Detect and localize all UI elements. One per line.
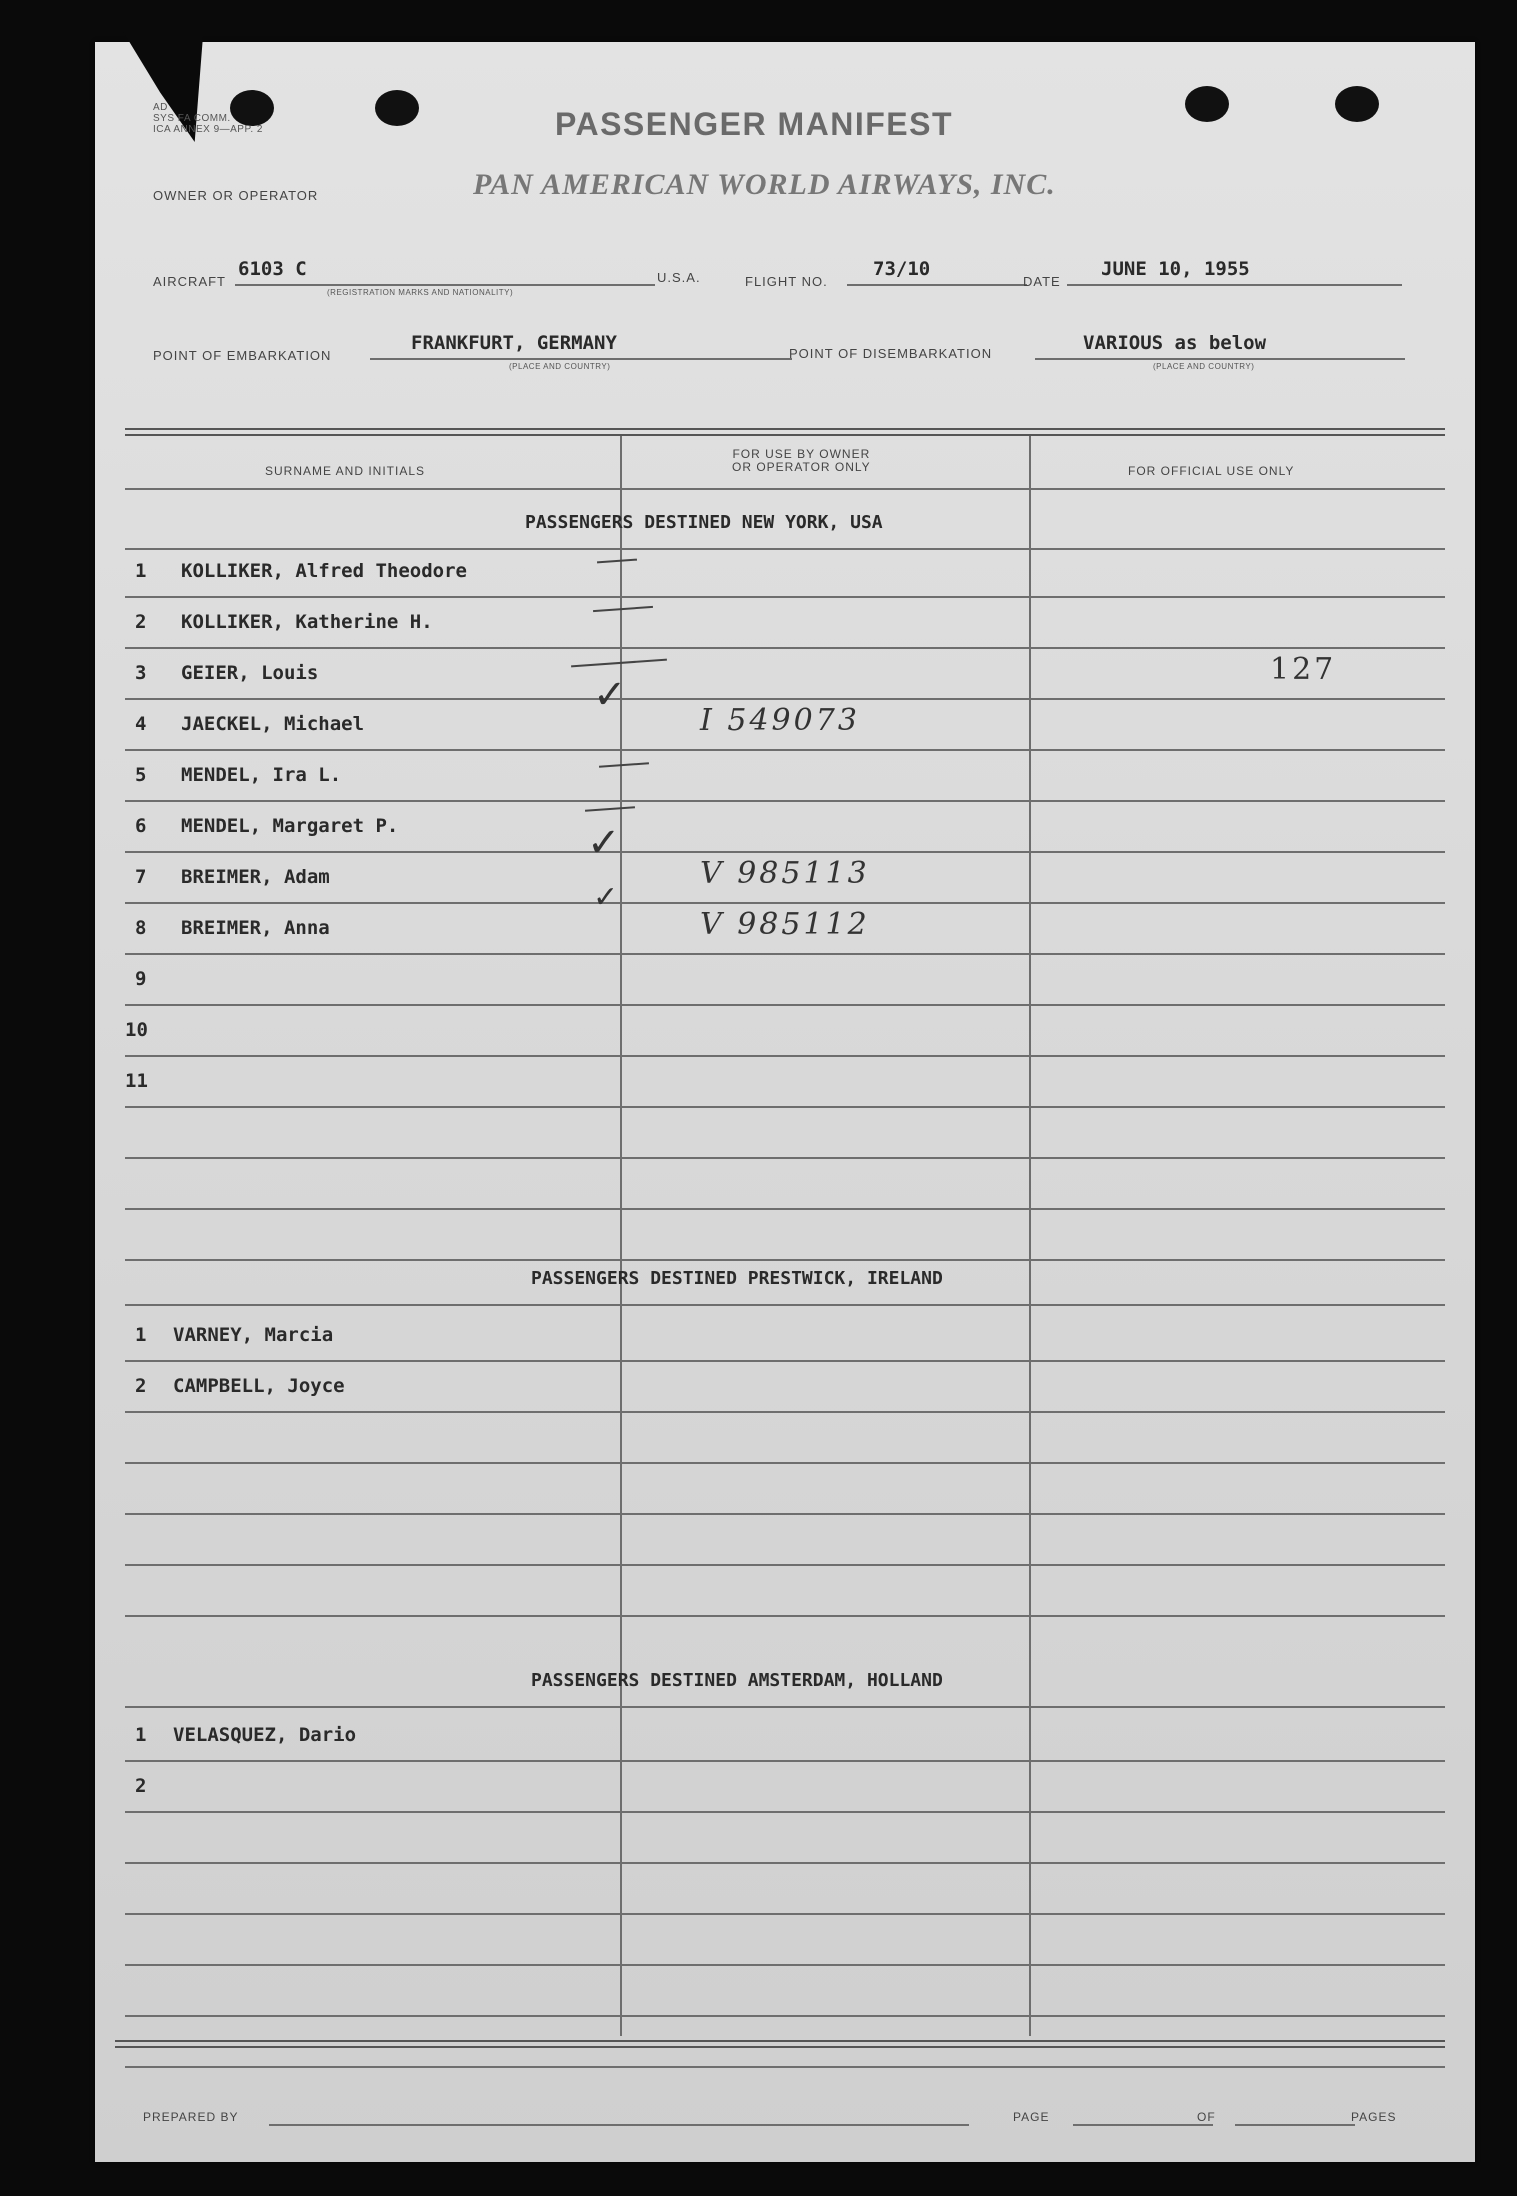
passenger-name: GEIER, Louis <box>181 662 319 684</box>
punch-hole <box>375 90 419 126</box>
row-line <box>125 1964 1445 1966</box>
disembarkation-value: VARIOUS as below <box>1083 332 1267 354</box>
row-line <box>125 548 1445 550</box>
disembark-place-caption: (PLACE AND COUNTRY) <box>1153 362 1255 371</box>
row-line <box>125 851 1445 853</box>
row-number: 6 <box>135 815 147 837</box>
row-line <box>125 800 1445 802</box>
aircraft-value: 6103 C <box>238 258 307 280</box>
row-number: 1 <box>135 1324 147 1346</box>
tick-mark <box>571 659 667 668</box>
passenger-name: MENDEL, Ira L. <box>181 764 342 786</box>
manifest-sheet <box>95 42 1475 2162</box>
prepared-label: PREPARED BY <box>143 2110 239 2124</box>
form-code-line: SYS FA COMM. <box>153 113 231 124</box>
row-line <box>125 953 1445 955</box>
passport-note: V 985112 <box>700 907 870 942</box>
column-divider <box>1029 436 1031 2036</box>
pages-label: PAGES <box>1351 2110 1397 2124</box>
row-number: 2 <box>135 611 147 633</box>
punch-hole <box>1335 86 1379 122</box>
owner-label: OWNER OR OPERATOR <box>153 188 319 203</box>
row-number: 10 <box>125 1019 148 1041</box>
row-number: 9 <box>135 968 147 990</box>
row-line <box>125 1706 1445 1708</box>
row-line <box>125 1811 1445 1813</box>
col-surname-header: SURNAME AND INITIALS <box>265 464 426 478</box>
row-line <box>125 1259 1445 1261</box>
row-line <box>125 749 1445 751</box>
flight-value: 73/10 <box>873 258 931 280</box>
col-official-header: FOR OFFICIAL USE ONLY <box>1128 464 1295 478</box>
row-number: 11 <box>125 1070 148 1092</box>
passenger-name: KOLLIKER, Alfred Theodore <box>181 560 467 582</box>
col-owner-header <box>732 448 871 474</box>
airline-name: PAN AMERICAN WORLD AIRWAYS, INC. <box>473 168 1056 201</box>
tick-mark <box>599 762 649 767</box>
passenger-name: MENDEL, Margaret P. <box>181 815 399 837</box>
date-value: JUNE 10, 1955 <box>1101 258 1250 280</box>
embarkation-label: POINT OF EMBARKATION <box>153 348 332 363</box>
passenger-name: VARNEY, Marcia <box>173 1324 334 1346</box>
passenger-name: CAMPBELL, Joyce <box>173 1375 345 1397</box>
tick-mark <box>585 806 635 811</box>
row-line <box>125 1913 1445 1915</box>
row-number: 2 <box>135 1775 147 1797</box>
row-line <box>125 1106 1445 1108</box>
country-label: U.S.A. <box>657 270 701 285</box>
form-code <box>153 102 263 135</box>
embarkation-value: FRANKFURT, GERMANY <box>411 332 617 354</box>
check-mark: ✓ <box>587 820 621 866</box>
passenger-name: KOLLIKER, Katherine H. <box>181 611 433 633</box>
section-heading: PASSENGERS DESTINED NEW YORK, USA <box>525 512 883 533</box>
section-heading: PASSENGERS DESTINED AMSTERDAM, HOLLAND <box>531 1670 943 1691</box>
row-line <box>125 902 1445 904</box>
row-line <box>125 1304 1445 1306</box>
form-code-line: AD <box>153 102 168 113</box>
of-label: OF <box>1197 2110 1216 2124</box>
row-line <box>125 647 1445 649</box>
row-number: 1 <box>135 1724 147 1746</box>
passport-note: V 985113 <box>700 856 870 891</box>
passenger-name: BREIMER, Anna <box>181 917 330 939</box>
section-heading: PASSENGERS DESTINED PRESTWICK, IRELAND <box>531 1268 943 1289</box>
punch-hole <box>1185 86 1229 122</box>
row-number: 1 <box>135 560 147 582</box>
tick-mark <box>597 559 637 564</box>
row-number: 8 <box>135 917 147 939</box>
row-line <box>125 596 1445 598</box>
row-line <box>125 2015 1445 2017</box>
official-note: 127 <box>1270 652 1337 687</box>
row-line <box>125 1208 1445 1210</box>
passport-note: I 549073 <box>700 703 860 738</box>
check-mark: ✓ <box>593 880 619 915</box>
passenger-name: VELASQUEZ, Dario <box>173 1724 357 1746</box>
row-line <box>125 1615 1445 1617</box>
check-mark: ✓ <box>593 672 627 718</box>
page-label: PAGE <box>1013 2110 1050 2124</box>
aircraft-label: AIRCRAFT <box>153 274 226 289</box>
row-line <box>125 1564 1445 1566</box>
col-owner-header-line: OR OPERATOR ONLY <box>732 460 871 474</box>
tick-mark <box>593 606 653 612</box>
row-line <box>125 2066 1445 2068</box>
flight-label: FLIGHT NO. <box>745 274 828 289</box>
row-number: 4 <box>135 713 147 735</box>
passenger-name: JAECKEL, Michael <box>181 713 365 735</box>
row-number: 5 <box>135 764 147 786</box>
disembarkation-label: POINT OF DISEMBARKATION <box>789 346 993 361</box>
embark-place-caption: (PLACE AND COUNTRY) <box>509 362 611 371</box>
row-number: 7 <box>135 866 147 888</box>
row-line <box>125 1411 1445 1413</box>
row-number: 3 <box>135 662 147 684</box>
row-line <box>125 1055 1445 1057</box>
row-line <box>125 1513 1445 1515</box>
row-line <box>125 1862 1445 1864</box>
registration-caption: (REGISTRATION MARKS AND NATIONALITY) <box>327 288 514 297</box>
passenger-name: BREIMER, Adam <box>181 866 330 888</box>
row-line <box>125 1004 1445 1006</box>
col-owner-header-line: FOR USE BY OWNER <box>732 447 871 461</box>
row-number: 2 <box>135 1375 147 1397</box>
row-line <box>125 1462 1445 1464</box>
form-code-line: ICA ANNEX 9—APP. 2 <box>153 124 263 135</box>
row-line <box>125 1157 1445 1159</box>
row-line <box>125 1360 1445 1362</box>
row-line <box>125 698 1445 700</box>
date-label: DATE <box>1023 274 1061 289</box>
form-title: PASSENGER MANIFEST <box>555 106 953 142</box>
row-line <box>125 1760 1445 1762</box>
